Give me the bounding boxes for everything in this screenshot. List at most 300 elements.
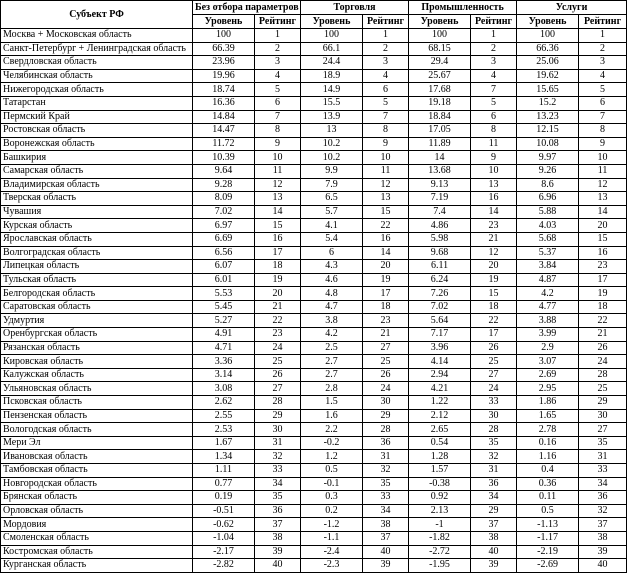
rating-value: 31 bbox=[363, 450, 409, 464]
rating-value: 29 bbox=[579, 396, 627, 410]
level-value: 5.37 bbox=[517, 246, 579, 260]
level-value: 0.36 bbox=[517, 477, 579, 491]
table-row bbox=[1, 355, 627, 369]
rating-value: 26 bbox=[255, 368, 301, 382]
rating-header: Рейтинг bbox=[255, 15, 301, 29]
region-name: Белгородская область bbox=[1, 287, 193, 301]
level-value: 0.4 bbox=[517, 464, 579, 478]
level-value: 100 bbox=[409, 29, 471, 43]
level-value: 11.72 bbox=[193, 137, 255, 151]
rating-value: 19 bbox=[579, 287, 627, 301]
header-row-groups bbox=[1, 1, 627, 15]
region-name: Татарстан bbox=[1, 96, 193, 110]
rating-value: 1 bbox=[471, 29, 517, 43]
rating-value: 12 bbox=[255, 178, 301, 192]
level-value: 25.67 bbox=[409, 69, 471, 83]
level-header: Уровень bbox=[193, 15, 255, 29]
level-value: 13.9 bbox=[301, 110, 363, 124]
level-value: 8.09 bbox=[193, 192, 255, 206]
rating-value: 4 bbox=[579, 69, 627, 83]
level-value: 3.88 bbox=[517, 314, 579, 328]
rating-value: 39 bbox=[579, 545, 627, 559]
rating-value: 15 bbox=[471, 287, 517, 301]
region-name: Орловская область bbox=[1, 504, 193, 518]
level-value: 10.08 bbox=[517, 137, 579, 151]
level-value: 15.65 bbox=[517, 83, 579, 97]
rating-value: 38 bbox=[579, 531, 627, 545]
region-name: Костромская область bbox=[1, 545, 193, 559]
region-name: Нижегородская область bbox=[1, 83, 193, 97]
rating-value: 11 bbox=[471, 137, 517, 151]
rating-value: 32 bbox=[579, 504, 627, 518]
level-value: 7.02 bbox=[409, 300, 471, 314]
rating-value: 18 bbox=[579, 300, 627, 314]
level-value: 68.15 bbox=[409, 42, 471, 56]
table-row bbox=[1, 545, 627, 559]
region-name: Ивановская область bbox=[1, 450, 193, 464]
level-value: -2.4 bbox=[301, 545, 363, 559]
level-value: 2.53 bbox=[193, 423, 255, 437]
level-value: 6.56 bbox=[193, 246, 255, 260]
level-value: 4.91 bbox=[193, 328, 255, 342]
level-value: 0.5 bbox=[517, 504, 579, 518]
level-value: 5.45 bbox=[193, 300, 255, 314]
rating-value: 33 bbox=[255, 464, 301, 478]
level-value: 0.19 bbox=[193, 491, 255, 505]
region-name: Чувашия bbox=[1, 205, 193, 219]
level-value: 1.22 bbox=[409, 396, 471, 410]
level-value: 4.2 bbox=[517, 287, 579, 301]
rating-value: 13 bbox=[579, 192, 627, 206]
region-name: Волгоградская область bbox=[1, 246, 193, 260]
rating-value: 21 bbox=[363, 328, 409, 342]
rating-value: 25 bbox=[471, 355, 517, 369]
region-name: Псковская область bbox=[1, 396, 193, 410]
level-value: -0.38 bbox=[409, 477, 471, 491]
level-value: 9.13 bbox=[409, 178, 471, 192]
rating-value: 4 bbox=[255, 69, 301, 83]
region-name: Липецкая область bbox=[1, 260, 193, 274]
level-value: 3.36 bbox=[193, 355, 255, 369]
rating-value: 3 bbox=[363, 56, 409, 70]
rating-value: 19 bbox=[471, 273, 517, 287]
level-value: 7.26 bbox=[409, 287, 471, 301]
level-value: 14 bbox=[409, 151, 471, 165]
level-value: 6 bbox=[301, 246, 363, 260]
rating-value: 23 bbox=[579, 260, 627, 274]
rating-value: 31 bbox=[255, 436, 301, 450]
level-value: -0.2 bbox=[301, 436, 363, 450]
level-value: 1.28 bbox=[409, 450, 471, 464]
table-row bbox=[1, 464, 627, 478]
level-value: 3.84 bbox=[517, 260, 579, 274]
region-name: Ярославская область bbox=[1, 232, 193, 246]
rating-header: Рейтинг bbox=[471, 15, 517, 29]
rating-value: 4 bbox=[471, 69, 517, 83]
level-value: 2.13 bbox=[409, 504, 471, 518]
level-value: 5.7 bbox=[301, 205, 363, 219]
rating-value: 16 bbox=[471, 192, 517, 206]
rating-value: 7 bbox=[471, 83, 517, 97]
table-row bbox=[1, 531, 627, 545]
region-name: Вологодская область bbox=[1, 423, 193, 437]
rating-value: 15 bbox=[255, 219, 301, 233]
rating-value: 37 bbox=[471, 518, 517, 532]
rating-value: 40 bbox=[255, 559, 301, 573]
level-value: 9.64 bbox=[193, 164, 255, 178]
rating-value: 32 bbox=[255, 450, 301, 464]
rating-value: 18 bbox=[471, 300, 517, 314]
region-name: Москва + Московская область bbox=[1, 29, 193, 43]
level-value: -1 bbox=[409, 518, 471, 532]
rating-value: 5 bbox=[363, 96, 409, 110]
rating-value: 14 bbox=[255, 205, 301, 219]
rating-value: 20 bbox=[363, 260, 409, 274]
level-value: 3.99 bbox=[517, 328, 579, 342]
region-name: Свердловская область bbox=[1, 56, 193, 70]
rating-value: 29 bbox=[471, 504, 517, 518]
table-row bbox=[1, 29, 627, 43]
rating-value: 35 bbox=[255, 491, 301, 505]
level-value: 29.4 bbox=[409, 56, 471, 70]
region-name: Мери Эл bbox=[1, 436, 193, 450]
level-value: 66.1 bbox=[301, 42, 363, 56]
rating-value: 39 bbox=[255, 545, 301, 559]
level-value: 5.27 bbox=[193, 314, 255, 328]
rating-value: 26 bbox=[579, 341, 627, 355]
rating-value: 27 bbox=[255, 382, 301, 396]
group-header-services: Услуги bbox=[517, 1, 627, 15]
table-row bbox=[1, 314, 627, 328]
rating-value: 12 bbox=[363, 178, 409, 192]
table-row bbox=[1, 504, 627, 518]
level-header: Уровень bbox=[301, 15, 363, 29]
level-value: 66.39 bbox=[193, 42, 255, 56]
rating-value: 4 bbox=[363, 69, 409, 83]
rating-value: 28 bbox=[255, 396, 301, 410]
table-row bbox=[1, 328, 627, 342]
level-value: -0.62 bbox=[193, 518, 255, 532]
rating-value: 7 bbox=[255, 110, 301, 124]
table-row bbox=[1, 518, 627, 532]
region-name: Башкирия bbox=[1, 151, 193, 165]
rating-value: 5 bbox=[255, 83, 301, 97]
level-value: 3.8 bbox=[301, 314, 363, 328]
level-value: 9.9 bbox=[301, 164, 363, 178]
table-row bbox=[1, 83, 627, 97]
rating-value: 11 bbox=[579, 164, 627, 178]
level-value: 2.9 bbox=[517, 341, 579, 355]
rating-value: 40 bbox=[363, 545, 409, 559]
rating-value: 9 bbox=[471, 151, 517, 165]
rating-value: 5 bbox=[579, 83, 627, 97]
level-value: 2.8 bbox=[301, 382, 363, 396]
level-value: 4.86 bbox=[409, 219, 471, 233]
level-value: 1.67 bbox=[193, 436, 255, 450]
level-value: 3.07 bbox=[517, 355, 579, 369]
level-value: 6.97 bbox=[193, 219, 255, 233]
level-value: 5.98 bbox=[409, 232, 471, 246]
level-value: 0.3 bbox=[301, 491, 363, 505]
level-value: -2.19 bbox=[517, 545, 579, 559]
table-body bbox=[1, 29, 627, 573]
level-value: -1.17 bbox=[517, 531, 579, 545]
rating-value: 8 bbox=[363, 124, 409, 138]
level-value: 8.6 bbox=[517, 178, 579, 192]
rating-value: 33 bbox=[363, 491, 409, 505]
rating-value: 15 bbox=[363, 205, 409, 219]
level-value: 19.62 bbox=[517, 69, 579, 83]
rating-value: 36 bbox=[471, 477, 517, 491]
table-row bbox=[1, 56, 627, 70]
table-row bbox=[1, 300, 627, 314]
subject-header: Субъект РФ bbox=[1, 1, 193, 29]
level-value: 2.62 bbox=[193, 396, 255, 410]
rating-value: 34 bbox=[471, 491, 517, 505]
level-value: 0.2 bbox=[301, 504, 363, 518]
table-row bbox=[1, 273, 627, 287]
rating-value: 29 bbox=[255, 409, 301, 423]
table-row bbox=[1, 42, 627, 56]
region-name: Тверская область bbox=[1, 192, 193, 206]
level-value: 6.01 bbox=[193, 273, 255, 287]
table-row bbox=[1, 205, 627, 219]
table-row bbox=[1, 96, 627, 110]
rating-value: 8 bbox=[255, 124, 301, 138]
rating-value: 24 bbox=[363, 382, 409, 396]
level-value: 12.15 bbox=[517, 124, 579, 138]
table-row bbox=[1, 436, 627, 450]
level-value: 0.92 bbox=[409, 491, 471, 505]
level-value: 6.11 bbox=[409, 260, 471, 274]
region-name: Рязанская область bbox=[1, 341, 193, 355]
rating-value: 3 bbox=[255, 56, 301, 70]
table-row bbox=[1, 69, 627, 83]
rating-value: 20 bbox=[579, 219, 627, 233]
level-value: 6.24 bbox=[409, 273, 471, 287]
level-value: 1.65 bbox=[517, 409, 579, 423]
level-value: 2.65 bbox=[409, 423, 471, 437]
level-value: 3.96 bbox=[409, 341, 471, 355]
level-value: 4.7 bbox=[301, 300, 363, 314]
rating-value: 30 bbox=[579, 409, 627, 423]
level-value: 1.34 bbox=[193, 450, 255, 464]
level-value: -1.13 bbox=[517, 518, 579, 532]
level-value: 5.53 bbox=[193, 287, 255, 301]
level-value: 2.94 bbox=[409, 368, 471, 382]
level-value: 2.2 bbox=[301, 423, 363, 437]
rating-value: 24 bbox=[579, 355, 627, 369]
level-value: 19.96 bbox=[193, 69, 255, 83]
level-value: 7.19 bbox=[409, 192, 471, 206]
rating-value: 13 bbox=[363, 192, 409, 206]
level-value: -1.95 bbox=[409, 559, 471, 573]
region-name: Курганская область bbox=[1, 559, 193, 573]
rating-value: 8 bbox=[579, 124, 627, 138]
rating-value: 19 bbox=[255, 273, 301, 287]
table-row bbox=[1, 368, 627, 382]
rating-value: 17 bbox=[255, 246, 301, 260]
table-row bbox=[1, 382, 627, 396]
table-row bbox=[1, 409, 627, 423]
table-row bbox=[1, 559, 627, 573]
level-value: 4.14 bbox=[409, 355, 471, 369]
level-value: 9.97 bbox=[517, 151, 579, 165]
table-row bbox=[1, 423, 627, 437]
level-value: 13.68 bbox=[409, 164, 471, 178]
rating-value: 10 bbox=[471, 164, 517, 178]
region-name: Самарская область bbox=[1, 164, 193, 178]
table-row bbox=[1, 124, 627, 138]
level-value: 15.5 bbox=[301, 96, 363, 110]
region-name: Пермский Край bbox=[1, 110, 193, 124]
rating-value: 18 bbox=[363, 300, 409, 314]
region-name: Калужская область bbox=[1, 368, 193, 382]
rating-value: 35 bbox=[579, 436, 627, 450]
rating-value: 35 bbox=[363, 477, 409, 491]
region-name: Смоленская область bbox=[1, 531, 193, 545]
level-value: 13.23 bbox=[517, 110, 579, 124]
table-row bbox=[1, 450, 627, 464]
rating-value: 36 bbox=[363, 436, 409, 450]
level-value: 18.9 bbox=[301, 69, 363, 83]
level-value: 0.54 bbox=[409, 436, 471, 450]
level-value: 1.6 bbox=[301, 409, 363, 423]
level-value: 9.26 bbox=[517, 164, 579, 178]
rating-value: 14 bbox=[363, 246, 409, 260]
rating-value: 20 bbox=[471, 260, 517, 274]
rating-value: 3 bbox=[579, 56, 627, 70]
level-value: 6.5 bbox=[301, 192, 363, 206]
rating-value: 5 bbox=[471, 96, 517, 110]
rating-value: 1 bbox=[579, 29, 627, 43]
level-value: 16.36 bbox=[193, 96, 255, 110]
level-value: 2.69 bbox=[517, 368, 579, 382]
level-value: 6.69 bbox=[193, 232, 255, 246]
rating-value: 34 bbox=[579, 477, 627, 491]
level-value: -2.3 bbox=[301, 559, 363, 573]
level-value: 4.87 bbox=[517, 273, 579, 287]
level-value: 18.74 bbox=[193, 83, 255, 97]
table-row bbox=[1, 232, 627, 246]
rating-value: 10 bbox=[363, 151, 409, 165]
level-value: -2.17 bbox=[193, 545, 255, 559]
table-row bbox=[1, 491, 627, 505]
region-name: Ростовская область bbox=[1, 124, 193, 138]
level-value: 0.16 bbox=[517, 436, 579, 450]
rating-value: 7 bbox=[363, 110, 409, 124]
rating-value: 33 bbox=[579, 464, 627, 478]
level-value: 10.2 bbox=[301, 151, 363, 165]
rating-value: 6 bbox=[363, 83, 409, 97]
rating-value: 19 bbox=[363, 273, 409, 287]
rating-value: 14 bbox=[471, 205, 517, 219]
level-value: 2.7 bbox=[301, 355, 363, 369]
level-value: -0.51 bbox=[193, 504, 255, 518]
level-value: 5.4 bbox=[301, 232, 363, 246]
rating-value: 22 bbox=[471, 314, 517, 328]
rating-value: 34 bbox=[255, 477, 301, 491]
level-value: 4.77 bbox=[517, 300, 579, 314]
table-row bbox=[1, 246, 627, 260]
rating-value: 38 bbox=[255, 531, 301, 545]
rating-value: 21 bbox=[579, 328, 627, 342]
table-row bbox=[1, 151, 627, 165]
rating-value: 37 bbox=[255, 518, 301, 532]
level-value: 1.2 bbox=[301, 450, 363, 464]
table-row bbox=[1, 287, 627, 301]
rating-value: 6 bbox=[579, 96, 627, 110]
rating-value: 18 bbox=[255, 260, 301, 274]
table-row bbox=[1, 178, 627, 192]
rating-value: 39 bbox=[363, 559, 409, 573]
level-value: 14.9 bbox=[301, 83, 363, 97]
rating-value: 29 bbox=[363, 409, 409, 423]
level-value: 1.86 bbox=[517, 396, 579, 410]
level-value: 10.2 bbox=[301, 137, 363, 151]
rating-value: 33 bbox=[471, 396, 517, 410]
level-value: 7.17 bbox=[409, 328, 471, 342]
rating-value: 9 bbox=[579, 137, 627, 151]
rating-value: 21 bbox=[255, 300, 301, 314]
level-value: 23.96 bbox=[193, 56, 255, 70]
level-value: 2.7 bbox=[301, 368, 363, 382]
rating-value: 38 bbox=[471, 531, 517, 545]
region-name: Ульяновская область bbox=[1, 382, 193, 396]
level-value: 1.57 bbox=[409, 464, 471, 478]
rating-value: 32 bbox=[363, 464, 409, 478]
rating-value: 28 bbox=[471, 423, 517, 437]
rating-value: 21 bbox=[471, 232, 517, 246]
level-value: 7.4 bbox=[409, 205, 471, 219]
rating-value: 7 bbox=[579, 110, 627, 124]
level-value: 2.55 bbox=[193, 409, 255, 423]
level-value: 5.68 bbox=[517, 232, 579, 246]
rating-value: 9 bbox=[363, 137, 409, 151]
rating-value: 24 bbox=[255, 341, 301, 355]
rating-value: 23 bbox=[255, 328, 301, 342]
region-name: Тамбовская область bbox=[1, 464, 193, 478]
region-name: Воронежская область bbox=[1, 137, 193, 151]
level-value: 17.05 bbox=[409, 124, 471, 138]
level-value: 7.9 bbox=[301, 178, 363, 192]
rating-value: 22 bbox=[255, 314, 301, 328]
level-value: 6.07 bbox=[193, 260, 255, 274]
table-row bbox=[1, 110, 627, 124]
rating-value: 25 bbox=[579, 382, 627, 396]
level-value: 14.47 bbox=[193, 124, 255, 138]
level-value: 25.06 bbox=[517, 56, 579, 70]
level-value: 100 bbox=[301, 29, 363, 43]
rating-value: 26 bbox=[363, 368, 409, 382]
level-value: 0.77 bbox=[193, 477, 255, 491]
level-header: Уровень bbox=[409, 15, 471, 29]
rating-value: 40 bbox=[579, 559, 627, 573]
level-value: 11.89 bbox=[409, 137, 471, 151]
level-value: -1.1 bbox=[301, 531, 363, 545]
rating-value: 36 bbox=[255, 504, 301, 518]
rating-value: 30 bbox=[255, 423, 301, 437]
rating-value: 17 bbox=[363, 287, 409, 301]
region-name: Курская область bbox=[1, 219, 193, 233]
rating-value: 24 bbox=[471, 382, 517, 396]
level-value: 5.64 bbox=[409, 314, 471, 328]
level-value: -0.1 bbox=[301, 477, 363, 491]
rating-value: 30 bbox=[363, 396, 409, 410]
region-name: Саратовская область bbox=[1, 300, 193, 314]
rating-header: Рейтинг bbox=[363, 15, 409, 29]
rating-value: 2 bbox=[579, 42, 627, 56]
